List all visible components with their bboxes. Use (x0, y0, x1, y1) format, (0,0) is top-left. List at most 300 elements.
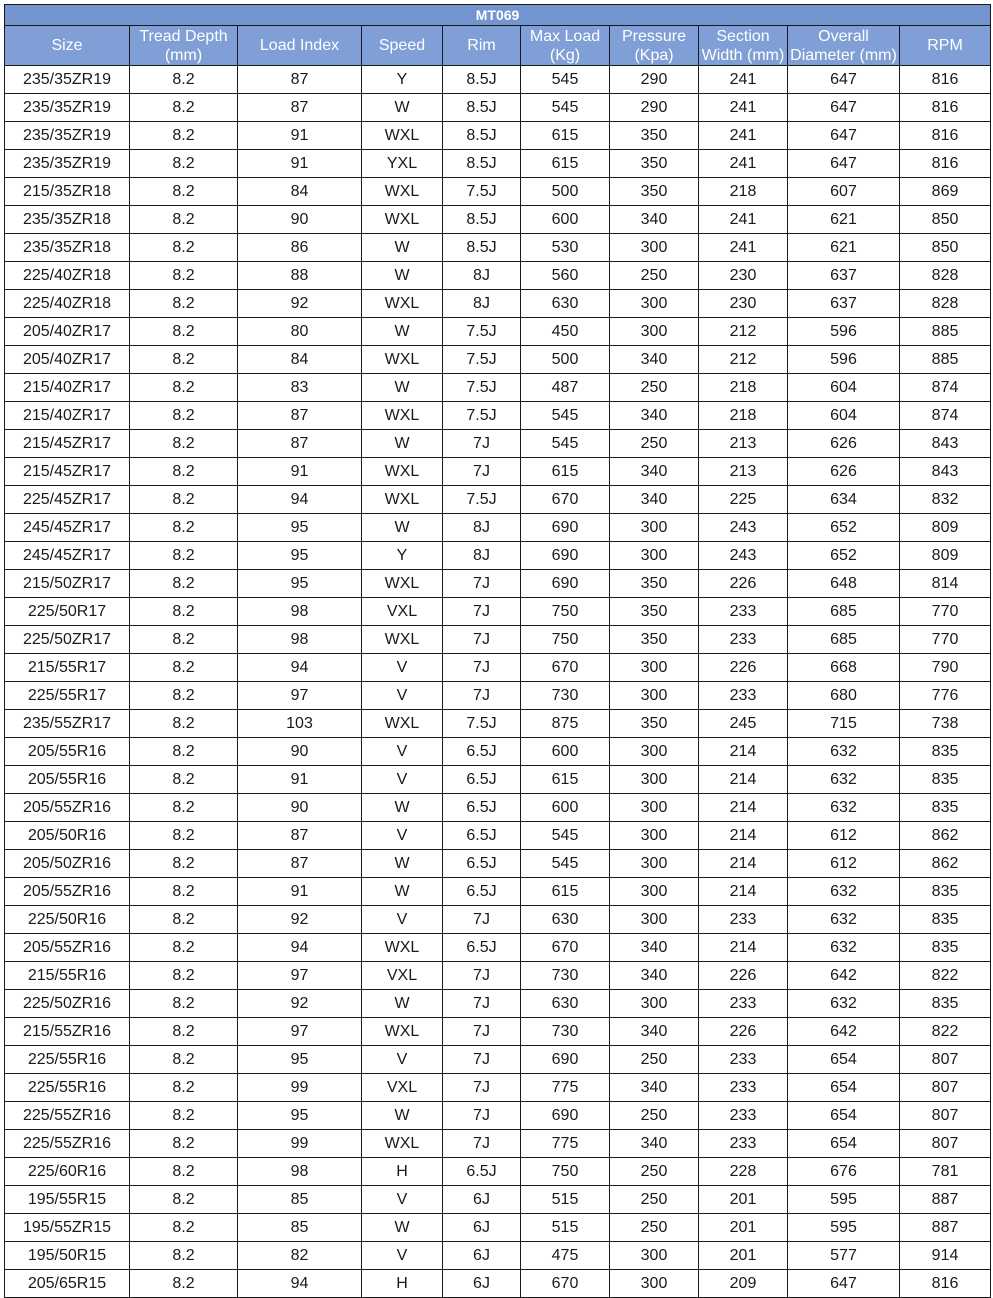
cell-tread-depth: 8.2 (130, 94, 238, 122)
cell-rpm: 816 (900, 66, 991, 94)
column-header-max-load (521, 26, 610, 66)
cell-load-index: 84 (238, 346, 362, 374)
cell-rim: 7J (443, 430, 521, 458)
cell-load-index: 91 (238, 458, 362, 486)
cell-rpm: 862 (900, 850, 991, 878)
column-header-line: (Kpa) (634, 46, 674, 64)
cell-size: 195/50R15 (5, 1242, 130, 1270)
cell-overall-diameter: 612 (788, 822, 900, 850)
cell-pressure: 300 (610, 514, 699, 542)
cell-rim: 7J (443, 458, 521, 486)
cell-load-index: 87 (238, 66, 362, 94)
cell-max-load: 615 (521, 766, 610, 794)
cell-tread-depth: 8.2 (130, 262, 238, 290)
cell-pressure: 340 (610, 402, 699, 430)
cell-overall-diameter: 637 (788, 290, 900, 318)
cell-section-width: 228 (699, 1158, 788, 1186)
cell-speed: W (362, 990, 443, 1018)
cell-section-width: 213 (699, 430, 788, 458)
cell-overall-diameter: 632 (788, 766, 900, 794)
cell-load-index: 92 (238, 990, 362, 1018)
header-row (5, 26, 991, 66)
cell-tread-depth: 8.2 (130, 1018, 238, 1046)
column-header-speed (362, 26, 443, 66)
cell-load-index: 97 (238, 1018, 362, 1046)
cell-overall-diameter: 612 (788, 850, 900, 878)
cell-max-load: 450 (521, 318, 610, 346)
table-row (5, 962, 991, 990)
table-row (5, 598, 991, 626)
cell-overall-diameter: 652 (788, 514, 900, 542)
cell-section-width: 233 (699, 1046, 788, 1074)
cell-overall-diameter: 632 (788, 990, 900, 1018)
cell-rim: 6.5J (443, 794, 521, 822)
cell-rpm: 869 (900, 178, 991, 206)
cell-rim: 8J (443, 514, 521, 542)
cell-max-load: 545 (521, 94, 610, 122)
cell-tread-depth: 8.2 (130, 850, 238, 878)
table-row (5, 514, 991, 542)
cell-pressure: 350 (610, 122, 699, 150)
cell-speed: V (362, 738, 443, 766)
cell-pressure: 340 (610, 206, 699, 234)
cell-overall-diameter: 647 (788, 150, 900, 178)
column-header-line: Max Load (529, 27, 601, 45)
cell-load-index: 87 (238, 430, 362, 458)
cell-pressure: 300 (610, 542, 699, 570)
column-header-line: Speed (378, 37, 426, 54)
table-row (5, 178, 991, 206)
table-row (5, 374, 991, 402)
cell-rim: 6J (443, 1186, 521, 1214)
cell-pressure: 250 (610, 374, 699, 402)
cell-overall-diameter: 648 (788, 570, 900, 598)
cell-load-index: 94 (238, 654, 362, 682)
cell-rim: 8.5J (443, 206, 521, 234)
cell-rpm: 885 (900, 318, 991, 346)
cell-tread-depth: 8.2 (130, 178, 238, 206)
column-header-line: Size (51, 37, 83, 54)
cell-speed: WXL (362, 1018, 443, 1046)
cell-rim: 8J (443, 262, 521, 290)
cell-speed: W (362, 850, 443, 878)
cell-load-index: 98 (238, 1158, 362, 1186)
cell-load-index: 91 (238, 150, 362, 178)
cell-rim: 6J (443, 1242, 521, 1270)
cell-rpm: 828 (900, 262, 991, 290)
cell-rpm: 835 (900, 766, 991, 794)
cell-load-index: 95 (238, 514, 362, 542)
cell-section-width: 212 (699, 346, 788, 374)
cell-load-index: 80 (238, 318, 362, 346)
cell-pressure: 290 (610, 94, 699, 122)
cell-max-load: 530 (521, 234, 610, 262)
cell-rim: 7J (443, 962, 521, 990)
cell-overall-diameter: 607 (788, 178, 900, 206)
cell-load-index: 87 (238, 850, 362, 878)
cell-rpm: 885 (900, 346, 991, 374)
cell-pressure: 300 (610, 822, 699, 850)
cell-max-load: 670 (521, 486, 610, 514)
cell-pressure: 250 (610, 1102, 699, 1130)
cell-rpm: 770 (900, 598, 991, 626)
cell-load-index: 92 (238, 290, 362, 318)
cell-max-load: 545 (521, 430, 610, 458)
cell-load-index: 99 (238, 1130, 362, 1158)
cell-max-load: 690 (521, 514, 610, 542)
cell-overall-diameter: 604 (788, 402, 900, 430)
cell-size: 215/40ZR17 (5, 374, 130, 402)
cell-speed: WXL (362, 570, 443, 598)
cell-rpm: 862 (900, 822, 991, 850)
cell-speed: V (362, 1242, 443, 1270)
cell-section-width: 201 (699, 1214, 788, 1242)
cell-rpm: 816 (900, 122, 991, 150)
cell-speed: WXL (362, 178, 443, 206)
cell-size: 205/40ZR17 (5, 346, 130, 374)
cell-section-width: 209 (699, 1270, 788, 1298)
cell-max-load: 545 (521, 822, 610, 850)
cell-rpm: 835 (900, 878, 991, 906)
tire-spec-sheet (4, 4, 990, 1298)
cell-pressure: 300 (610, 318, 699, 346)
cell-rpm: 828 (900, 290, 991, 318)
cell-pressure: 250 (610, 1214, 699, 1242)
cell-rim: 7J (443, 1130, 521, 1158)
cell-overall-diameter: 626 (788, 430, 900, 458)
cell-overall-diameter: 595 (788, 1214, 900, 1242)
cell-speed: Y (362, 66, 443, 94)
cell-pressure: 300 (610, 290, 699, 318)
cell-section-width: 233 (699, 990, 788, 1018)
cell-overall-diameter: 621 (788, 234, 900, 262)
cell-section-width: 243 (699, 542, 788, 570)
cell-load-index: 95 (238, 570, 362, 598)
table-title: MT069 (5, 5, 991, 26)
cell-size: 205/50ZR16 (5, 850, 130, 878)
cell-tread-depth: 8.2 (130, 682, 238, 710)
cell-tread-depth: 8.2 (130, 1130, 238, 1158)
cell-pressure: 250 (610, 262, 699, 290)
cell-overall-diameter: 632 (788, 934, 900, 962)
table-row (5, 1074, 991, 1102)
cell-pressure: 340 (610, 486, 699, 514)
cell-speed: V (362, 1186, 443, 1214)
cell-overall-diameter: 596 (788, 318, 900, 346)
cell-tread-depth: 8.2 (130, 962, 238, 990)
cell-speed: Y (362, 542, 443, 570)
cell-pressure: 300 (610, 794, 699, 822)
cell-pressure: 300 (610, 654, 699, 682)
cell-section-width: 214 (699, 850, 788, 878)
cell-size: 195/55R15 (5, 1186, 130, 1214)
cell-tread-depth: 8.2 (130, 878, 238, 906)
table-row (5, 1130, 991, 1158)
cell-speed: W (362, 1102, 443, 1130)
cell-max-load: 600 (521, 206, 610, 234)
column-header-line: Overall (818, 27, 869, 45)
cell-rim: 7.5J (443, 486, 521, 514)
cell-tread-depth: 8.2 (130, 430, 238, 458)
cell-size: 225/55R16 (5, 1074, 130, 1102)
cell-size: 215/35ZR18 (5, 178, 130, 206)
table-row (5, 402, 991, 430)
table-row (5, 346, 991, 374)
column-header-line: Section (716, 27, 770, 45)
cell-load-index: 83 (238, 374, 362, 402)
cell-speed: V (362, 682, 443, 710)
cell-load-index: 87 (238, 822, 362, 850)
cell-load-index: 91 (238, 766, 362, 794)
cell-tread-depth: 8.2 (130, 710, 238, 738)
cell-load-index: 85 (238, 1214, 362, 1242)
cell-size: 215/55ZR16 (5, 1018, 130, 1046)
table-row (5, 206, 991, 234)
table-row (5, 710, 991, 738)
column-header-load-index (238, 26, 362, 66)
cell-max-load: 560 (521, 262, 610, 290)
cell-size: 195/55ZR15 (5, 1214, 130, 1242)
cell-rpm: 738 (900, 710, 991, 738)
cell-speed: V (362, 822, 443, 850)
cell-size: 225/60R16 (5, 1158, 130, 1186)
cell-speed: W (362, 94, 443, 122)
cell-size: 235/35ZR19 (5, 66, 130, 94)
cell-section-width: 233 (699, 1130, 788, 1158)
cell-section-width: 214 (699, 738, 788, 766)
cell-pressure: 340 (610, 962, 699, 990)
cell-max-load: 730 (521, 962, 610, 990)
cell-overall-diameter: 632 (788, 794, 900, 822)
cell-size: 225/45ZR17 (5, 486, 130, 514)
cell-size: 225/55ZR16 (5, 1130, 130, 1158)
cell-overall-diameter: 654 (788, 1074, 900, 1102)
cell-max-load: 690 (521, 1102, 610, 1130)
table-row (5, 850, 991, 878)
table-row (5, 682, 991, 710)
cell-section-width: 226 (699, 654, 788, 682)
cell-tread-depth: 8.2 (130, 906, 238, 934)
cell-overall-diameter: 654 (788, 1130, 900, 1158)
cell-max-load: 545 (521, 850, 610, 878)
cell-speed: WXL (362, 710, 443, 738)
cell-size: 235/35ZR19 (5, 122, 130, 150)
cell-size: 225/55R17 (5, 682, 130, 710)
cell-load-index: 87 (238, 94, 362, 122)
cell-overall-diameter: 642 (788, 962, 900, 990)
table-row (5, 1102, 991, 1130)
cell-tread-depth: 8.2 (130, 626, 238, 654)
cell-pressure: 300 (610, 682, 699, 710)
cell-max-load: 600 (521, 794, 610, 822)
cell-pressure: 350 (610, 150, 699, 178)
cell-section-width: 233 (699, 598, 788, 626)
cell-load-index: 97 (238, 962, 362, 990)
cell-overall-diameter: 654 (788, 1046, 900, 1074)
cell-rim: 8.5J (443, 94, 521, 122)
cell-speed: W (362, 374, 443, 402)
cell-speed: W (362, 262, 443, 290)
cell-size: 215/50ZR17 (5, 570, 130, 598)
cell-load-index: 95 (238, 1046, 362, 1074)
cell-overall-diameter: 632 (788, 878, 900, 906)
cell-size: 205/40ZR17 (5, 318, 130, 346)
cell-speed: H (362, 1270, 443, 1298)
table-row (5, 290, 991, 318)
cell-size: 225/50ZR16 (5, 990, 130, 1018)
cell-size: 225/55R16 (5, 1046, 130, 1074)
cell-speed: WXL (362, 402, 443, 430)
cell-max-load: 615 (521, 122, 610, 150)
cell-max-load: 487 (521, 374, 610, 402)
cell-section-width: 201 (699, 1186, 788, 1214)
cell-section-width: 218 (699, 178, 788, 206)
column-header-rpm (900, 26, 991, 66)
cell-speed: WXL (362, 458, 443, 486)
cell-section-width: 233 (699, 1102, 788, 1130)
cell-section-width: 226 (699, 570, 788, 598)
cell-section-width: 218 (699, 374, 788, 402)
cell-tread-depth: 8.2 (130, 66, 238, 94)
cell-pressure: 300 (610, 1242, 699, 1270)
cell-load-index: 87 (238, 402, 362, 430)
cell-pressure: 250 (610, 1158, 699, 1186)
cell-rpm: 822 (900, 962, 991, 990)
cell-tread-depth: 8.2 (130, 654, 238, 682)
cell-max-load: 630 (521, 990, 610, 1018)
cell-size: 235/55ZR17 (5, 710, 130, 738)
cell-load-index: 94 (238, 1270, 362, 1298)
cell-rpm: 809 (900, 514, 991, 542)
cell-rpm: 807 (900, 1102, 991, 1130)
cell-tread-depth: 8.2 (130, 122, 238, 150)
cell-size: 205/55R16 (5, 766, 130, 794)
table-row (5, 430, 991, 458)
cell-section-width: 214 (699, 934, 788, 962)
table-row (5, 878, 991, 906)
cell-speed: W (362, 514, 443, 542)
cell-max-load: 545 (521, 402, 610, 430)
cell-speed: W (362, 1214, 443, 1242)
cell-max-load: 545 (521, 66, 610, 94)
cell-section-width: 214 (699, 822, 788, 850)
cell-load-index: 82 (238, 1242, 362, 1270)
cell-pressure: 250 (610, 1046, 699, 1074)
cell-speed: WXL (362, 626, 443, 654)
cell-pressure: 340 (610, 1018, 699, 1046)
cell-pressure: 350 (610, 710, 699, 738)
cell-pressure: 340 (610, 346, 699, 374)
cell-rpm: 835 (900, 934, 991, 962)
cell-tread-depth: 8.2 (130, 346, 238, 374)
cell-rpm: 835 (900, 906, 991, 934)
cell-max-load: 600 (521, 738, 610, 766)
cell-size: 245/45ZR17 (5, 542, 130, 570)
table-row (5, 94, 991, 122)
cell-tread-depth: 8.2 (130, 934, 238, 962)
cell-max-load: 690 (521, 542, 610, 570)
cell-max-load: 690 (521, 1046, 610, 1074)
cell-overall-diameter: 621 (788, 206, 900, 234)
cell-tread-depth: 8.2 (130, 206, 238, 234)
cell-rpm: 874 (900, 402, 991, 430)
cell-tread-depth: 8.2 (130, 1214, 238, 1242)
cell-rpm: 816 (900, 94, 991, 122)
cell-size: 205/55ZR16 (5, 934, 130, 962)
table-row (5, 318, 991, 346)
cell-tread-depth: 8.2 (130, 1242, 238, 1270)
cell-speed: V (362, 906, 443, 934)
cell-rpm: 887 (900, 1214, 991, 1242)
cell-speed: W (362, 234, 443, 262)
cell-max-load: 615 (521, 150, 610, 178)
cell-rim: 8J (443, 290, 521, 318)
table-row (5, 570, 991, 598)
cell-max-load: 515 (521, 1214, 610, 1242)
cell-speed: WXL (362, 486, 443, 514)
cell-rim: 6.5J (443, 878, 521, 906)
cell-overall-diameter: 647 (788, 122, 900, 150)
cell-overall-diameter: 715 (788, 710, 900, 738)
cell-section-width: 214 (699, 794, 788, 822)
cell-pressure: 250 (610, 430, 699, 458)
cell-rim: 8.5J (443, 150, 521, 178)
cell-size: 205/55ZR16 (5, 794, 130, 822)
cell-speed: WXL (362, 934, 443, 962)
cell-overall-diameter: 604 (788, 374, 900, 402)
column-header-line: Rim (467, 37, 496, 54)
cell-max-load: 775 (521, 1074, 610, 1102)
cell-pressure: 300 (610, 906, 699, 934)
column-header-overall-diameter (788, 26, 900, 66)
cell-section-width: 233 (699, 906, 788, 934)
cell-tread-depth: 8.2 (130, 738, 238, 766)
cell-rim: 7J (443, 1074, 521, 1102)
table-row (5, 654, 991, 682)
cell-rim: 8.5J (443, 234, 521, 262)
cell-pressure: 350 (610, 598, 699, 626)
cell-rpm: 807 (900, 1130, 991, 1158)
cell-section-width: 226 (699, 962, 788, 990)
table-row (5, 1046, 991, 1074)
cell-load-index: 99 (238, 1074, 362, 1102)
cell-speed: V (362, 1046, 443, 1074)
cell-max-load: 670 (521, 654, 610, 682)
table-row (5, 822, 991, 850)
cell-tread-depth: 8.2 (130, 374, 238, 402)
cell-rim: 7J (443, 654, 521, 682)
table-body (5, 66, 991, 1298)
table-row (5, 262, 991, 290)
cell-speed: H (362, 1158, 443, 1186)
cell-max-load: 475 (521, 1242, 610, 1270)
cell-pressure: 300 (610, 766, 699, 794)
cell-section-width: 241 (699, 234, 788, 262)
cell-rim: 8.5J (443, 122, 521, 150)
cell-pressure: 300 (610, 990, 699, 1018)
table-row (5, 542, 991, 570)
cell-max-load: 775 (521, 1130, 610, 1158)
cell-rpm: 843 (900, 458, 991, 486)
cell-max-load: 500 (521, 178, 610, 206)
cell-size: 215/45ZR17 (5, 430, 130, 458)
cell-section-width: 233 (699, 682, 788, 710)
table-row (5, 1018, 991, 1046)
cell-section-width: 230 (699, 290, 788, 318)
cell-overall-diameter: 577 (788, 1242, 900, 1270)
cell-pressure: 340 (610, 934, 699, 962)
cell-tread-depth: 8.2 (130, 1074, 238, 1102)
